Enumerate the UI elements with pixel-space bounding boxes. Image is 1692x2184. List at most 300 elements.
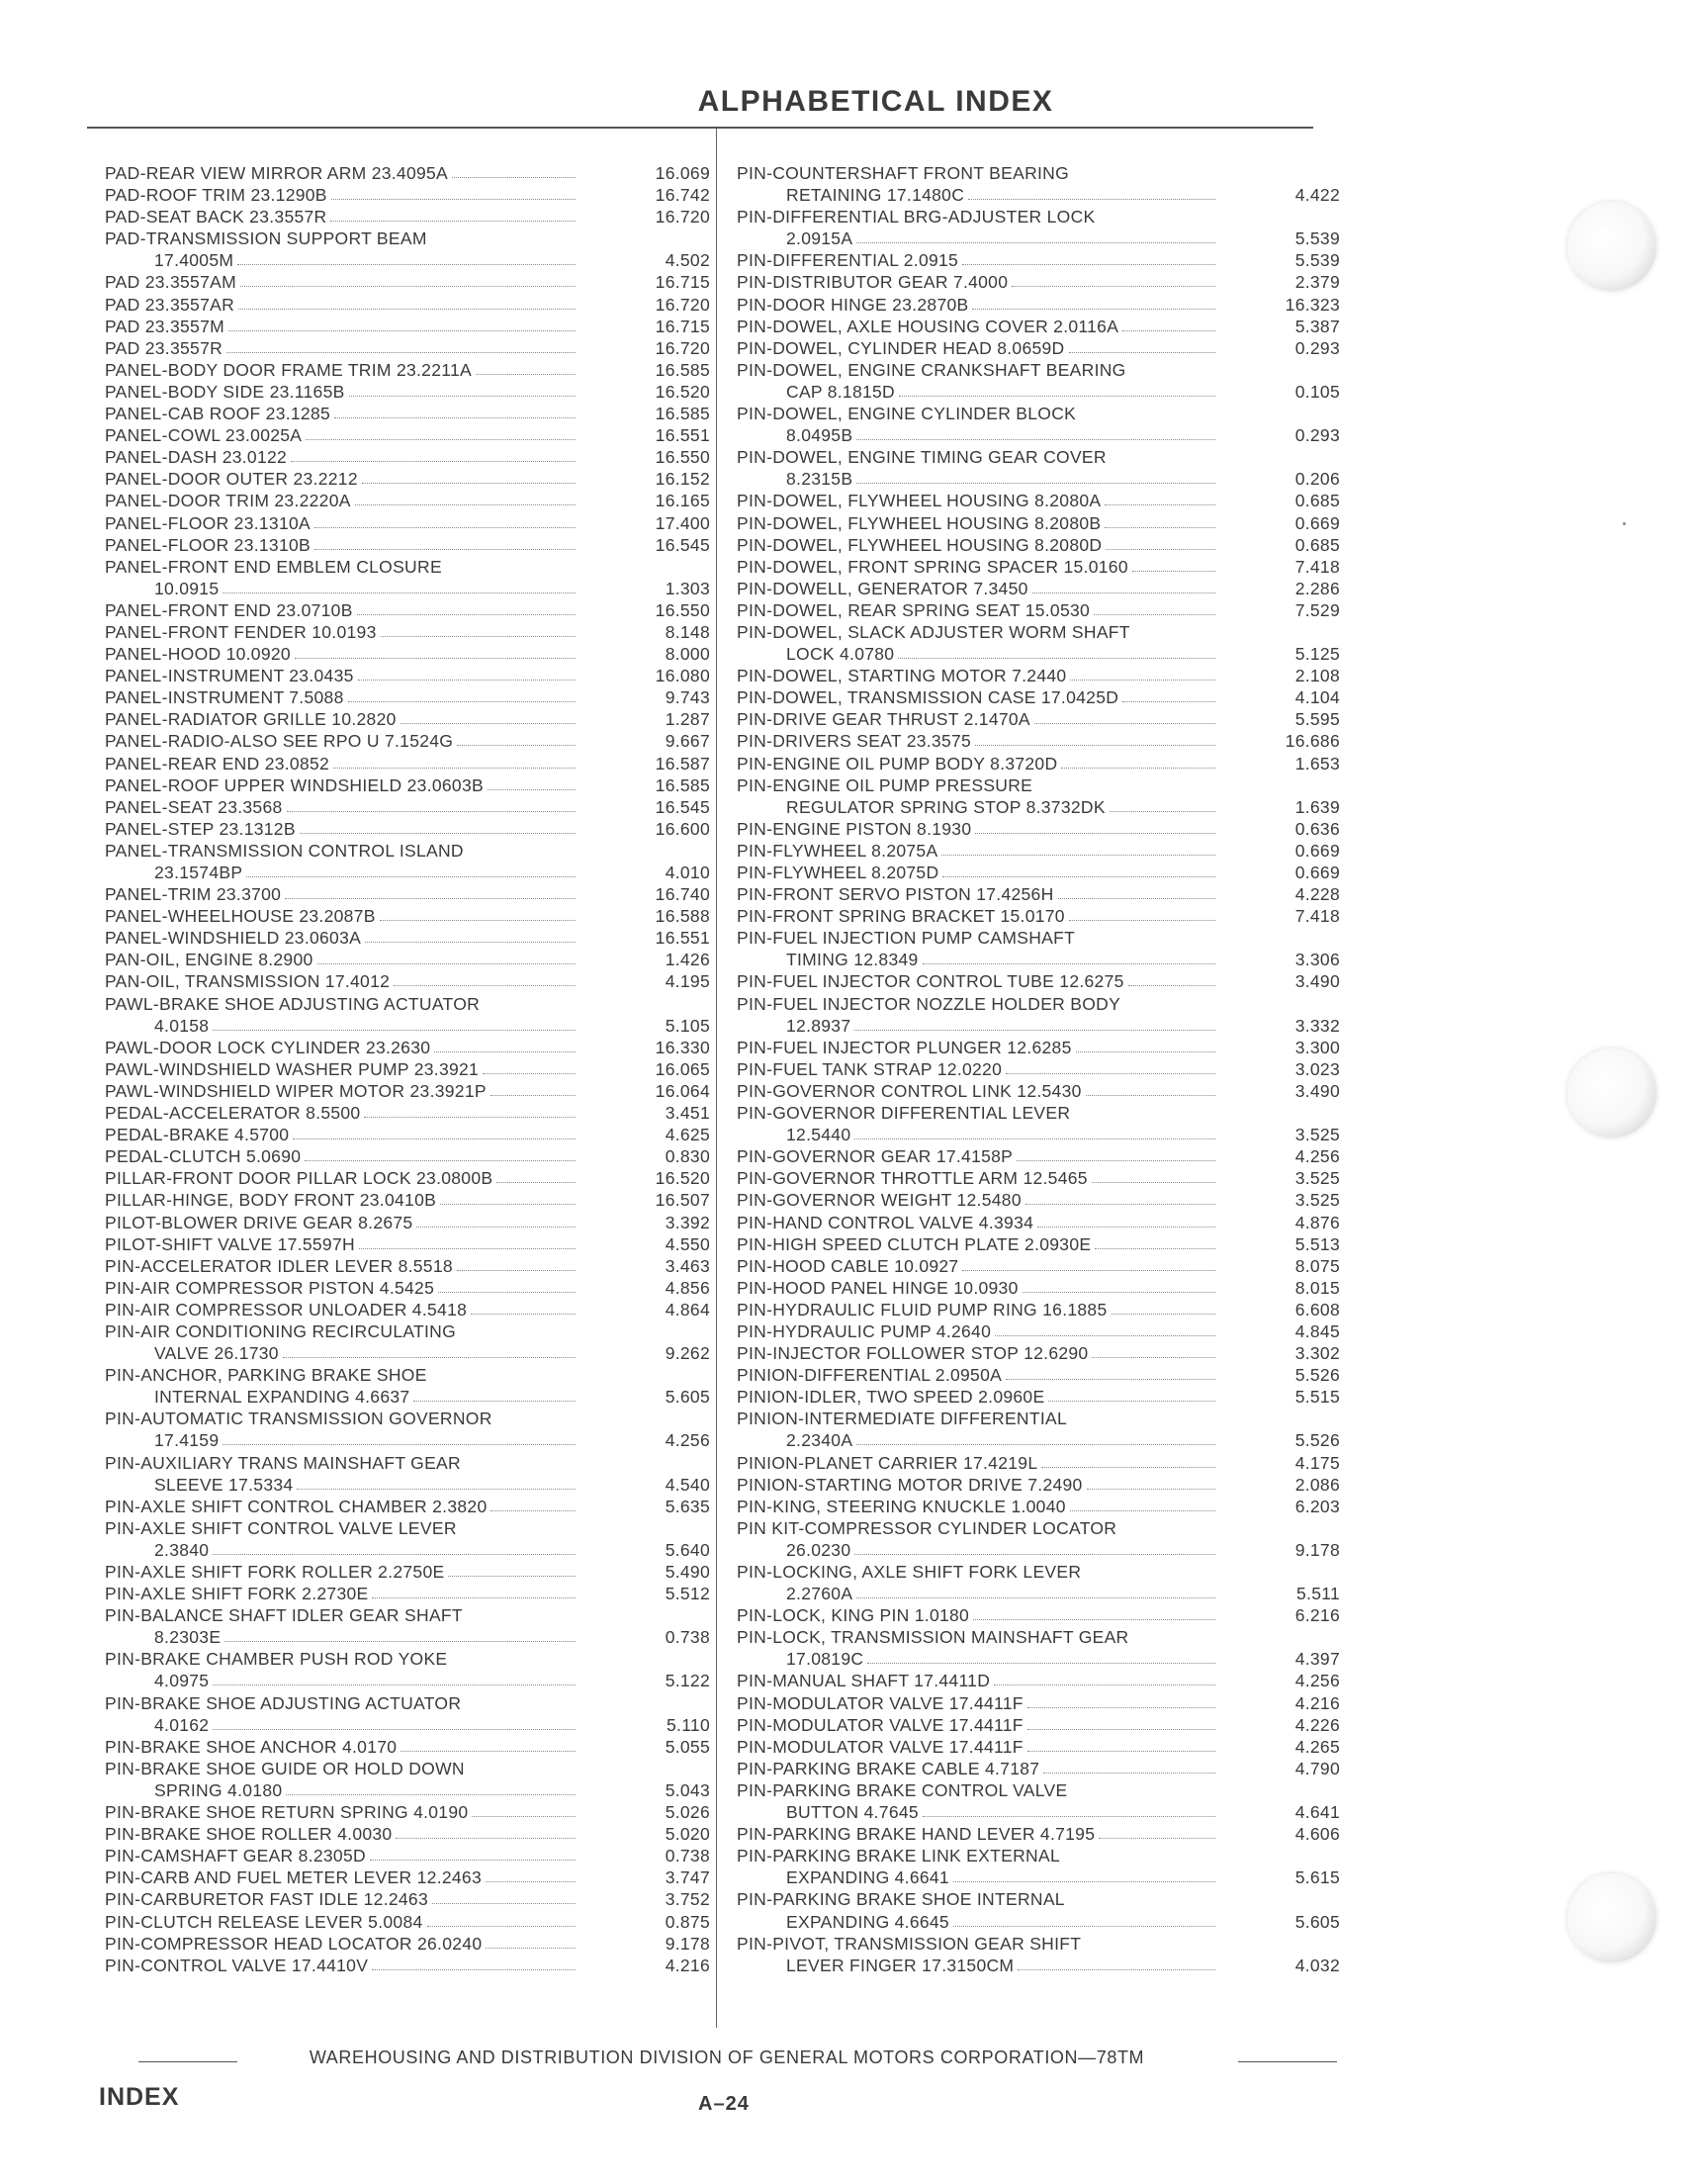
entry-description: PIN-GOVERNOR DIFFERENTIAL LEVER (737, 1103, 1071, 1124)
entry-description: PIN-COUNTERSHAFT FRONT BEARING (737, 163, 1070, 183)
entry-description: PIN-MANUAL SHAFT 17.4411D (737, 1671, 991, 1691)
entry-reference-number: 4.216 (665, 1955, 710, 1975)
dot-leader (286, 1794, 576, 1795)
entry-reference-number: 5.615 (1294, 1867, 1340, 1888)
index-entry (737, 1320, 1340, 1342)
entry-description: PIN-ENGINE PISTON 8.1930 (737, 818, 972, 839)
entry-reference-number: 5.640 (665, 1539, 710, 1560)
entry-reference-number: 16.507 (655, 1190, 710, 1211)
dot-leader (223, 592, 576, 593)
entry-reference-number: 16.550 (655, 599, 710, 620)
entry-description: PIN-AUXILIARY TRANS MAINSHAFT GEAR (105, 1452, 461, 1473)
entry-reference-number: 16.585 (655, 774, 710, 795)
dot-leader (471, 1314, 576, 1315)
index-entry (737, 1386, 1340, 1408)
entry-description: PIN-FUEL INJECTOR CONTROL TUBE 12.6275 (737, 971, 1124, 992)
entry-description: 17.0819C (786, 1649, 864, 1670)
entry-description: PIN-DOWEL, CYLINDER HEAD 8.0659D (737, 337, 1065, 358)
index-entry (737, 162, 1340, 184)
footer-text: WAREHOUSING AND DISTRIBUTION DIVISION OF GENERAL MOTORS CORPORATION—78TM (309, 2048, 1145, 2067)
entry-description: PANEL-SEAT 23.3568 (105, 796, 283, 817)
entry-reference-number: 4.226 (1294, 1714, 1340, 1735)
entry-description: PAWL-WINDSHIELD WIPER MOTOR 23.3921P (105, 1080, 487, 1101)
entry-description: 12.5440 (786, 1125, 851, 1145)
index-entry (105, 949, 710, 970)
entry-reference-number: 3.490 (1294, 1080, 1340, 1101)
entry-description: PANEL-DOOR TRIM 23.2220A (105, 491, 351, 511)
entry-description: 8.2315B (786, 469, 853, 490)
index-entry (105, 1037, 710, 1058)
dot-leader (223, 1444, 576, 1445)
dot-leader (856, 242, 1215, 243)
dot-leader (1106, 549, 1215, 550)
index-entry (737, 1714, 1340, 1736)
index-entry (105, 774, 710, 796)
entry-description: PIN-GOVERNOR THROTTLE ARM 12.5465 (737, 1168, 1088, 1189)
entry-reference-number: 7.418 (1294, 556, 1340, 577)
index-entry (105, 883, 710, 905)
entry-description: PIN-DISTRIBUTOR GEAR 7.4000 (737, 272, 1009, 293)
dot-leader (237, 264, 576, 265)
entry-reference-number: 5.020 (665, 1824, 710, 1845)
entry-reference-number: 5.026 (665, 1802, 710, 1823)
entry-description: PIN-DOWEL, REAR SPRING SEAT 15.0530 (737, 599, 1091, 620)
dot-leader (486, 1948, 576, 1949)
dot-leader (1006, 1379, 1215, 1380)
entry-description: PAD-REAR VIEW MIRROR ARM 23.4095A (105, 163, 449, 183)
entry-description: PANEL-FRONT FENDER 10.0193 (105, 621, 377, 642)
entry-description: PIN-INJECTOR FOLLOWER STOP 12.6290 (737, 1343, 1089, 1364)
entry-description: PEDAL-CLUTCH 5.0690 (105, 1146, 302, 1167)
dot-leader (486, 1881, 576, 1882)
index-entry (737, 294, 1340, 316)
entry-reference-number: 16.551 (655, 425, 710, 446)
index-entry (737, 1408, 1340, 1429)
entry-reference-number: 5.605 (1294, 1911, 1340, 1932)
dot-leader (372, 1597, 576, 1598)
entry-description: PIN-ACCELERATOR IDLER LEVER 8.5518 (105, 1255, 453, 1276)
entry-reference-number: 9.178 (1294, 1539, 1340, 1560)
dot-leader (224, 1641, 576, 1642)
entry-description: PANEL-WHEELHOUSE 23.2087B (105, 906, 376, 927)
index-entry (737, 993, 1340, 1015)
index-entry (105, 905, 710, 927)
entry-reference-number: 1.639 (1294, 796, 1340, 817)
index-entry (737, 621, 1340, 643)
index-entry (105, 534, 710, 556)
entry-reference-number: 16.740 (655, 884, 710, 905)
entry-reference-number: 16.520 (655, 381, 710, 402)
index-entry (105, 359, 710, 381)
index-entry (737, 862, 1340, 883)
entry-reference-number: 8.015 (1294, 1277, 1340, 1298)
dot-leader (975, 745, 1215, 746)
entry-description: PIN-BALANCE SHAFT IDLER GEAR SHAFT (105, 1605, 463, 1626)
entry-description: PIN-FLYWHEEL 8.2075A (737, 840, 938, 861)
entry-reference-number: 4.265 (1294, 1736, 1340, 1757)
entry-reference-number: 9.262 (665, 1343, 710, 1364)
dot-leader (1023, 1292, 1215, 1293)
dot-leader (1086, 1095, 1215, 1096)
entry-reference-number: 4.550 (665, 1233, 710, 1254)
index-entry (105, 1670, 710, 1691)
entry-reference-number: 4.397 (1294, 1649, 1340, 1670)
entry-reference-number: 0.685 (1294, 491, 1340, 511)
dot-leader (898, 658, 1215, 659)
index-entry (737, 840, 1340, 862)
index-entry (105, 708, 710, 730)
index-entry (105, 796, 710, 818)
entry-reference-number: 4.540 (665, 1474, 710, 1495)
entry-description: BUTTON 4.7645 (786, 1802, 919, 1823)
entry-description: PANEL-TRIM 23.3700 (105, 884, 282, 905)
footer-rule-right (1238, 2061, 1337, 2062)
dot-leader (396, 1838, 576, 1839)
index-entry (105, 1429, 710, 1451)
page-number: A–24 (698, 2093, 750, 2115)
entry-reference-number: 4.228 (1294, 884, 1340, 905)
dot-leader (448, 1576, 576, 1577)
dot-leader (856, 483, 1215, 484)
entry-description: 23.1574BP (154, 863, 243, 882)
dot-leader (854, 1138, 1215, 1139)
entry-reference-number: 16.742 (655, 185, 710, 206)
index-entry (105, 1124, 710, 1145)
entry-reference-number: 5.490 (665, 1562, 710, 1582)
entry-description: PANEL-INSTRUMENT 7.5088 (105, 687, 344, 708)
dot-leader (283, 1357, 576, 1358)
entry-description: PINION-DIFFERENTIAL 2.0950A (737, 1365, 1003, 1386)
index-entry (105, 1189, 710, 1211)
dot-leader (317, 963, 576, 964)
entry-reference-number: 16.686 (1285, 731, 1340, 752)
entry-description: PIN-PARKING BRAKE LINK EXTERNAL (737, 1846, 1060, 1866)
index-entry (105, 1539, 710, 1561)
dot-leader (1105, 527, 1215, 528)
entry-reference-number: 16.588 (655, 906, 710, 927)
index-entry (105, 294, 710, 316)
entry-reference-number: 0.669 (1294, 840, 1340, 861)
entry-reference-number: 4.856 (665, 1277, 710, 1298)
entry-description: PILLAR-FRONT DOOR PILLAR LOCK 23.0800B (105, 1168, 493, 1189)
entry-reference-number: 5.055 (665, 1736, 710, 1757)
index-entry (737, 774, 1340, 796)
dot-leader (305, 1160, 576, 1161)
entry-reference-number: 0.875 (665, 1911, 710, 1932)
index-entry (105, 381, 710, 403)
dot-leader (228, 330, 576, 331)
entry-description: PIN-DRIVERS SEAT 23.3575 (737, 731, 972, 752)
dot-leader (953, 1926, 1215, 1927)
dot-leader (1037, 1227, 1215, 1228)
entry-description: PAD-TRANSMISSION SUPPORT BEAM (105, 228, 427, 249)
index-entry (737, 1015, 1340, 1037)
index-entry (737, 1212, 1340, 1233)
dot-leader (1122, 330, 1215, 331)
dot-leader (953, 1881, 1215, 1882)
index-entry (105, 1320, 710, 1342)
index-entry (105, 228, 710, 249)
entry-description: PANEL-CAB ROOF 23.1285 (105, 404, 331, 424)
index-entry (737, 1779, 1340, 1801)
entry-reference-number: 5.513 (1294, 1233, 1340, 1254)
dot-leader (973, 1619, 1215, 1620)
dot-leader (488, 789, 576, 790)
index-entry (105, 1736, 710, 1758)
entry-description: PIN-MODULATOR VALVE 17.4411F (737, 1692, 1024, 1713)
entry-description: PAN-OIL, ENGINE 8.2900 (105, 950, 313, 970)
entry-reference-number: 16.715 (655, 316, 710, 336)
dot-leader (1076, 1051, 1215, 1052)
index-entry (105, 556, 710, 578)
entry-description: PANEL-RADIATOR GRILLE 10.2820 (105, 709, 397, 730)
entry-description: PIN-BRAKE SHOE ROLLER 4.0030 (105, 1824, 393, 1845)
dot-leader (1006, 1073, 1215, 1074)
entry-description: PIN-HYDRAULIC FLUID PUMP RING 16.1885 (737, 1299, 1108, 1320)
entry-description: PANEL-BODY SIDE 23.1165B (105, 381, 345, 402)
index-entry (737, 599, 1340, 621)
dot-leader (438, 1292, 576, 1293)
entry-description: PIN-FUEL INJECTION PUMP CAMSHAFT (737, 928, 1076, 949)
entry-description: CAP 8.1815D (786, 381, 895, 402)
entry-description: EXPANDING 4.6645 (786, 1911, 949, 1932)
entry-description: PIN-FLYWHEEL 8.2075D (737, 863, 939, 882)
entry-reference-number: 3.300 (1294, 1037, 1340, 1057)
entry-reference-number: 1.303 (665, 578, 710, 598)
dot-leader (972, 309, 1215, 310)
dot-leader (434, 1051, 576, 1052)
entry-description: VALVE 26.1730 (154, 1343, 279, 1364)
index-entry (737, 796, 1340, 818)
index-entry (737, 578, 1340, 599)
dot-leader (923, 963, 1215, 964)
entry-reference-number: 3.525 (1294, 1125, 1340, 1145)
index-entry (105, 1299, 710, 1320)
index-entry (737, 883, 1340, 905)
index-entry (105, 206, 710, 228)
dot-leader (923, 1816, 1215, 1817)
index-entry (737, 730, 1340, 752)
entry-reference-number: 5.387 (1294, 316, 1340, 336)
index-entry (737, 1080, 1340, 1102)
entry-description: PANEL-FRONT END EMBLEM CLOSURE (105, 556, 442, 577)
entry-reference-number: 3.023 (1294, 1058, 1340, 1079)
entry-reference-number: 1.426 (665, 950, 710, 970)
entry-description: PINION-IDLER, TWO SPEED 2.0960E (737, 1387, 1045, 1408)
entry-reference-number: 16.545 (655, 796, 710, 817)
index-entry (105, 1779, 710, 1801)
index-entry (105, 184, 710, 206)
entry-reference-number: 5.125 (1294, 644, 1340, 665)
entry-description: PILLAR-HINGE, BODY FRONT 23.0410B (105, 1190, 437, 1211)
index-entry (105, 249, 710, 271)
entry-description: 17.4159 (154, 1430, 220, 1451)
entry-reference-number: 5.526 (1294, 1365, 1340, 1386)
entry-reference-number: 16.065 (655, 1058, 710, 1079)
index-entry (737, 1517, 1340, 1539)
dot-leader (293, 1138, 576, 1139)
dot-leader (358, 680, 576, 681)
section-label: INDEX (99, 2083, 180, 2111)
dot-leader (476, 374, 576, 375)
index-entry (105, 162, 710, 184)
dot-leader (1027, 1751, 1215, 1752)
index-entry (737, 1474, 1340, 1496)
entry-description: SLEEVE 17.5334 (154, 1474, 294, 1495)
index-entry (737, 1037, 1340, 1058)
entry-description: PIN-DRIVE GEAR THRUST 2.1470A (737, 709, 1030, 730)
entry-reference-number: 0.206 (1294, 469, 1340, 490)
index-entry (105, 337, 710, 359)
entry-reference-number: 0.830 (665, 1146, 710, 1167)
index-column-left (105, 162, 710, 1976)
dot-leader (314, 527, 576, 528)
index-entry (737, 556, 1340, 578)
entry-reference-number: 16.715 (655, 272, 710, 293)
entry-reference-number: 3.302 (1294, 1343, 1340, 1364)
dot-leader (457, 745, 576, 746)
entry-reference-number: 4.195 (665, 971, 710, 992)
entry-description: PIN-FUEL INJECTOR PLUNGER 12.6285 (737, 1037, 1072, 1057)
index-entry (105, 1102, 710, 1124)
index-entry (737, 1823, 1340, 1845)
index-entry (105, 468, 710, 490)
entry-description: PIN-PIVOT, TRANSMISSION GEAR SHIFT (737, 1933, 1082, 1954)
dot-leader (496, 1182, 576, 1183)
dot-leader (394, 985, 576, 986)
entry-reference-number: 16.720 (655, 294, 710, 315)
dot-leader (348, 701, 576, 702)
index-entry (737, 1539, 1340, 1561)
entry-reference-number: 5.539 (1294, 228, 1340, 249)
entry-reference-number: 5.043 (665, 1779, 710, 1800)
entry-description: PANEL-FLOOR 23.1310B (105, 534, 311, 555)
index-entry (737, 1233, 1340, 1255)
entry-reference-number: 7.529 (1294, 599, 1340, 620)
index-entry (737, 708, 1340, 730)
entry-description: PAN-OIL, TRANSMISSION 17.4012 (105, 971, 391, 992)
index-entry (737, 337, 1340, 359)
entry-description: 4.0975 (154, 1671, 210, 1691)
index-entry (105, 1823, 710, 1845)
index-entry (105, 316, 710, 337)
index-entry (105, 730, 710, 752)
index-entry (737, 1933, 1340, 1955)
header-rule (87, 127, 1313, 129)
entry-description: RETAINING 17.1480C (786, 185, 965, 206)
dot-leader (1032, 592, 1215, 593)
entry-description: PIN-BRAKE SHOE RETURN SPRING 4.0190 (105, 1802, 469, 1823)
dot-leader (483, 1073, 576, 1074)
index-entry (105, 490, 710, 511)
index-entry (737, 1736, 1340, 1758)
entry-reference-number: 6.203 (1294, 1496, 1340, 1516)
entry-description: PIN-AXLE SHIFT FORK 2.2730E (105, 1584, 369, 1604)
entry-description: PIN-DOWEL, FLYWHEEL HOUSING 8.2080D (737, 534, 1103, 555)
dot-leader (213, 1684, 576, 1685)
index-entry (105, 993, 710, 1015)
entry-description: 10.0915 (154, 578, 220, 598)
dot-leader (994, 1684, 1215, 1685)
entry-reference-number: 16.069 (655, 163, 710, 183)
entry-description: TIMING 12.8349 (786, 950, 919, 970)
dot-leader (380, 920, 576, 921)
entry-description: PANEL-REAR END 23.0852 (105, 753, 330, 774)
entry-reference-number: 3.525 (1294, 1190, 1340, 1211)
dot-leader (856, 1597, 1215, 1598)
index-entry (737, 1145, 1340, 1167)
index-entry (105, 1955, 710, 1976)
entry-description: LEVER FINGER 17.3150CM (786, 1955, 1015, 1975)
dot-leader (1095, 1248, 1215, 1249)
index-entry (737, 1058, 1340, 1080)
entry-reference-number: 16.720 (655, 207, 710, 228)
dot-leader (1025, 1204, 1215, 1205)
index-entry (105, 1888, 710, 1910)
index-entry (737, 1561, 1340, 1583)
entry-reference-number: 3.747 (665, 1867, 710, 1888)
entry-description: PAD 23.3557AR (105, 294, 235, 315)
dot-leader (490, 1095, 576, 1096)
entry-description: PIN KIT-COMPRESSOR CYLINDER LOCATOR (737, 1517, 1117, 1538)
entry-reference-number: 4.876 (1294, 1212, 1340, 1232)
entry-reference-number: 6.608 (1294, 1299, 1340, 1320)
entry-description: REGULATOR SPRING STOP 8.3732DK (786, 796, 1106, 817)
entry-reference-number: 16.720 (655, 337, 710, 358)
entry-description: PANEL-BODY DOOR FRAME TRIM 23.2211A (105, 359, 472, 380)
entry-reference-number: 4.641 (1294, 1802, 1340, 1823)
index-entry (737, 1866, 1340, 1888)
entry-reference-number: 5.512 (665, 1584, 710, 1604)
index-entry (737, 970, 1340, 992)
index-entry (737, 643, 1340, 665)
dot-leader (856, 439, 1215, 440)
dot-leader (1043, 1773, 1215, 1774)
index-entry (105, 1452, 710, 1474)
entry-description: PIN-FUEL INJECTOR NOZZLE HOLDER BODY (737, 993, 1121, 1014)
entry-description: PIN-CARBURETOR FAST IDLE 12.2463 (105, 1889, 428, 1910)
index-entry (105, 840, 710, 862)
dot-leader (300, 833, 576, 834)
dot-leader (285, 898, 576, 899)
entry-reference-number: 16.545 (655, 534, 710, 555)
index-entry (737, 1604, 1340, 1626)
entry-description: INTERNAL EXPANDING 4.6637 (154, 1387, 410, 1408)
dot-leader (295, 658, 576, 659)
index-entry (105, 1626, 710, 1648)
entry-description: PIN-HOOD PANEL HINGE 10.0930 (737, 1277, 1019, 1298)
entry-reference-number: 9.667 (665, 731, 710, 752)
entry-reference-number: 4.010 (665, 863, 710, 882)
entry-description: PIN-ANCHOR, PARKING BRAKE SHOE (105, 1365, 427, 1386)
index-entry (737, 512, 1340, 534)
index-entry (105, 1167, 710, 1189)
dot-leader (334, 417, 576, 418)
index-entry (737, 1888, 1340, 1910)
dot-leader (359, 1248, 576, 1249)
paper-speck (1623, 522, 1626, 525)
dot-leader (357, 614, 576, 615)
index-entry (105, 970, 710, 992)
dot-leader (416, 1227, 576, 1228)
entry-reference-number: 9.743 (665, 687, 710, 708)
entry-description: PANEL-FRONT END 23.0710B (105, 599, 353, 620)
index-entry (105, 1015, 710, 1037)
dot-leader (1094, 614, 1215, 615)
index-entry (737, 1167, 1340, 1189)
index-entry (105, 1714, 710, 1736)
entry-reference-number: 16.323 (1285, 294, 1340, 315)
